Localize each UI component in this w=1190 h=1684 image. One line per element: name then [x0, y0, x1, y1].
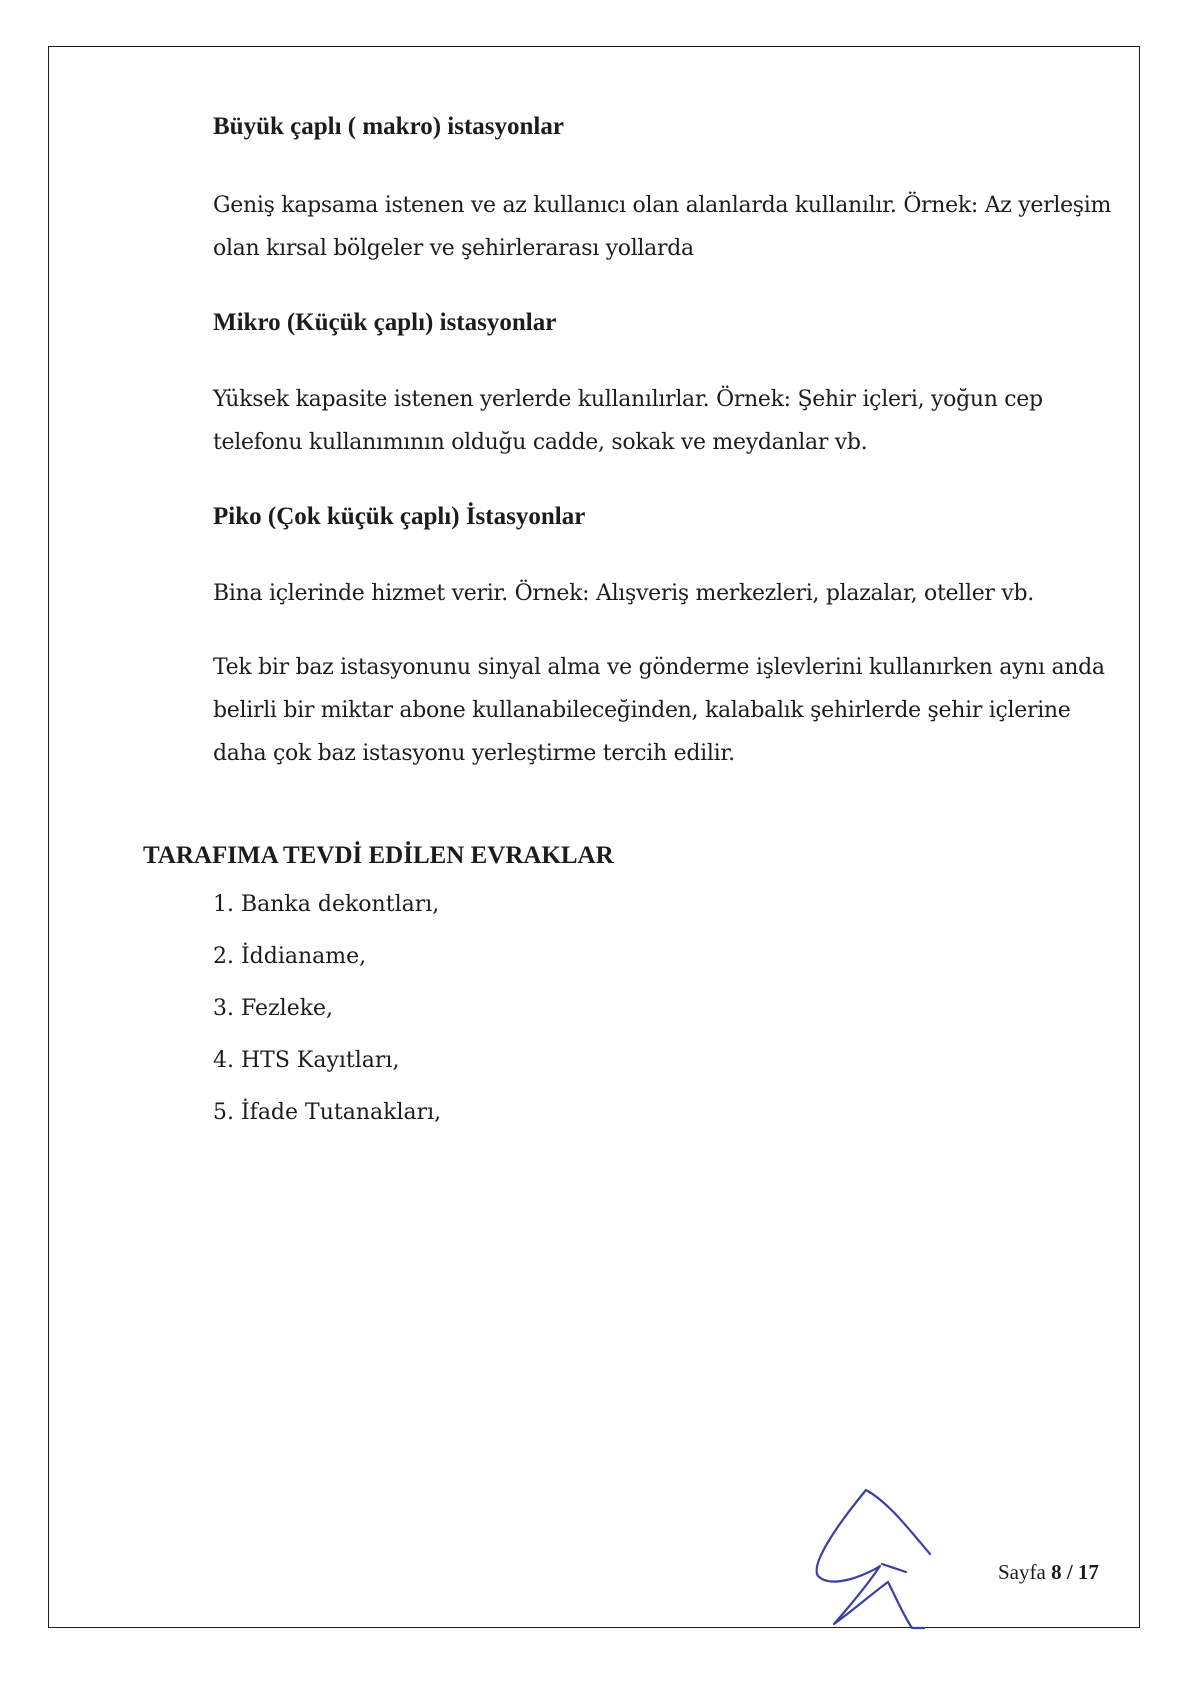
paragraph-pico-stations: Bina içlerinde hizmet verir. Örnek: Alışveriş merkezleri, plazalar, oteller vb. — [213, 581, 1034, 606]
paragraph-micro-stations: Yüksek kapasite istenen yerlerde kullanılırlar. Örnek: Şehir içleri, yoğun cep telefonu kullanımının olduğu cadde, sokak ve meydanlar vb. — [213, 387, 1043, 455]
list-item: 2. İddianame, — [213, 944, 367, 969]
signature-image — [808, 1484, 938, 1632]
list-item: 5. İfade Tutanakları, — [213, 1100, 442, 1125]
paragraph-macro-stations: Geniş kapsama istenen ve az kullanıcı olan alanlarda kullanılır. Örnek: Az yerleşim olan kırsal bölgeler ve şehirlerarası yollarda — [213, 193, 1112, 261]
heading-micro-stations: Mikro (Küçük çaplı) istasyonlar — [213, 309, 557, 336]
heading-macro-stations: Büyük çaplı ( makro) istasyonlar — [213, 113, 564, 140]
closing-paragraph: Tek bir baz istasyonunu sinyal alma ve gönderme işlevlerini kullanırken aynı anda belirli bir miktar abone kullanabileceğinden, kalabalık şehirlerde şehir içlerine daha çok baz istasyonu yerleştirme tercih edilir. — [213, 655, 1105, 766]
page-total: 17 — [1077, 1560, 1099, 1584]
documents-list — [213, 890, 441, 1150]
page-prefix: Sayfa — [998, 1560, 1046, 1584]
page-border — [48, 46, 1140, 1628]
heading-pico-stations: Piko (Çok küçük çaplı) İstasyonlar — [213, 503, 586, 530]
list-item: 1. Banka dekontları, — [213, 892, 440, 917]
page-number — [998, 1560, 1099, 1585]
page-separator: / — [1066, 1560, 1073, 1584]
list-item: 3. Fezleke, — [213, 996, 334, 1021]
page-current: 8 — [1051, 1560, 1062, 1584]
list-item: 4. HTS Kayıtları, — [213, 1048, 400, 1073]
documents-section-title: TARAFIMA TEVDİ EDİLEN EVRAKLAR — [143, 842, 614, 869]
